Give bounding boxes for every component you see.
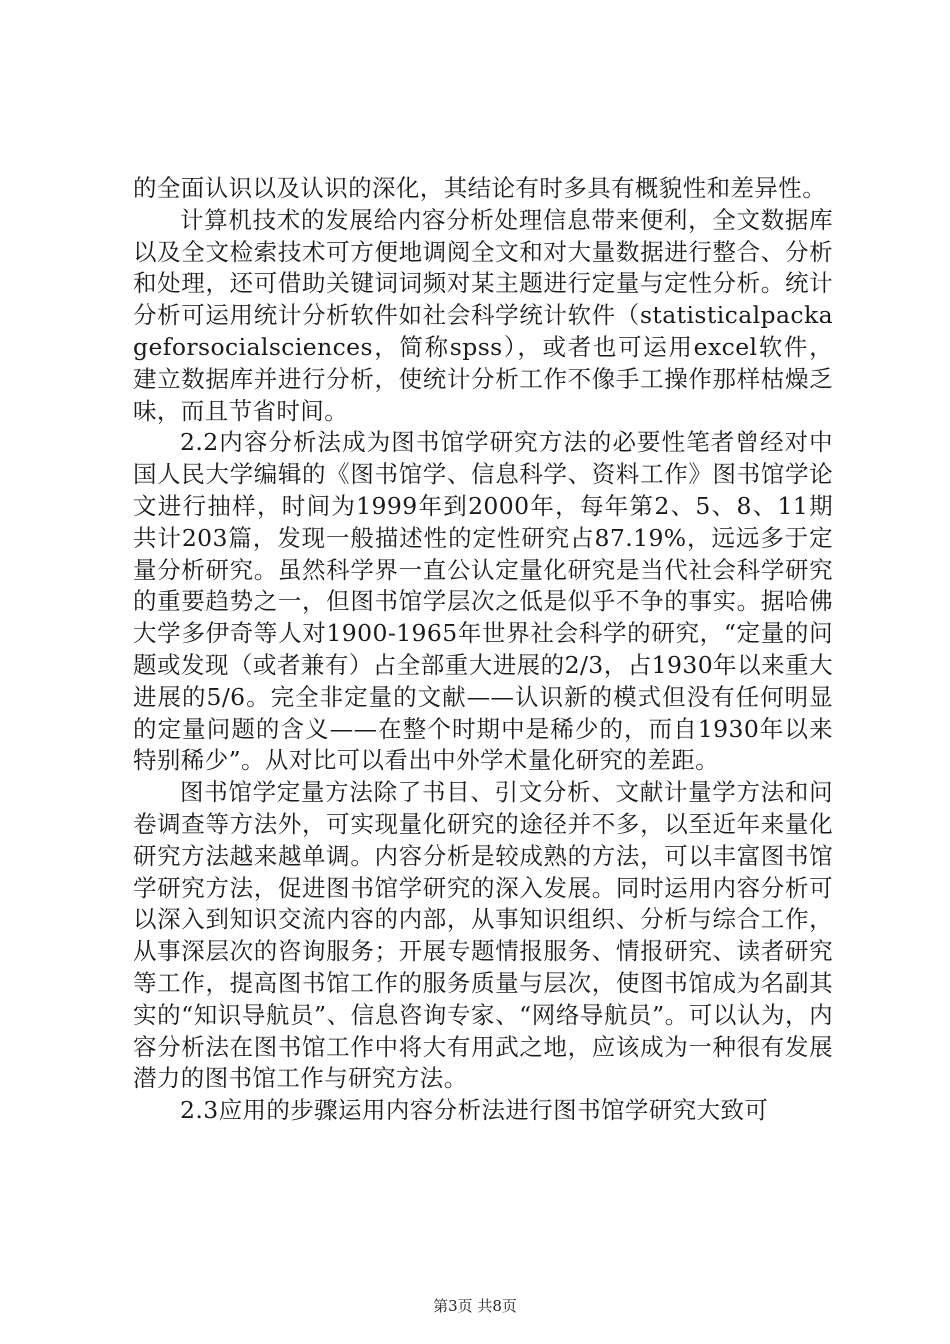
page-footer (0, 1296, 950, 1316)
page-number-label: 第3页 共8页 (433, 1297, 517, 1315)
document-body (133, 173, 833, 1127)
paragraph-computer-technology: 计算机技术的发展给内容分析处理信息带来便利，全文数据库以及全文检索技术可方便地调阅全文和对大量数据进行整合、分析和处理，还可借助关键词词频对某主题进行定量与定性分析。统计分析可运用统计分析软件如社会科学统计软件（statisticalpackageforsocialsciences，简称spss），或者也可运用excel软件，建立数据库并进行分析，使统计分析工作不像手工操作那样枯燥乏味，而且节省时间。 (133, 205, 833, 425)
paragraph-quantitative-methods: 图书馆学定量方法除了书目、引文分析、文献计量学方法和问卷调查等方法外，可实现量化研究的途径并不多，以至近年来量化研究方法越来越单调。内容分析是较成熟的方法，可以丰富图书馆学研究方法，促进图书馆学研究的深入发展。同时运用内容分析可以深入到知识交流内容的内部，从事知识组织、分析与综合工作，从事深层次的咨询服务；开展专题情报服务、情报研究、读者研究等工作，提高图书馆工作的服务质量与层次，使图书馆成为名副其实的“知识导航员”、信息咨询专家、“网络导航员”。可以认为，内容分析法在图书馆工作中将大有用武之地，应该成为一种很有发展潜力的图书馆工作与研究方法。 (133, 778, 833, 1093)
paragraph-section-2-2: 2.2内容分析法成为图书馆学研究方法的必要性笔者曾经对中国人民大学编辑的《图书馆学、信息科学、资料工作》图书馆学论文进行抽样，时间为1999年到2000年，每年第2、5、8、11期共计203篇，发现一般描述性的定性研究占87.19%，远远多于定量分析研究。虽然科学界一直公认定量化研究是当代社会科学研究的重要趋势之一，但图书馆学层次之低是似乎不争的事实。据哈佛大学多伊奇等人对1900-1965年世界社会科学的研究，“定量的问题或发现（或者兼有）占全部重大进展的2/3，占1930年以来重大进展的5/6。完全非定量的文献——认识新的模式但没有任何明显的定量问题的含义——在整个时期中是稀少的，而自1930年以来特别稀少”。从对比可以看出中外学术量化研究的差距。 (133, 428, 833, 775)
paragraph-continuation: 的全面认识以及认识的深化，其结论有时多具有概貌性和差异性。 (133, 174, 827, 202)
paragraph-section-2-3: 2.3应用的步骤运用内容分析法进行图书馆学研究大致可 (180, 1096, 769, 1125)
